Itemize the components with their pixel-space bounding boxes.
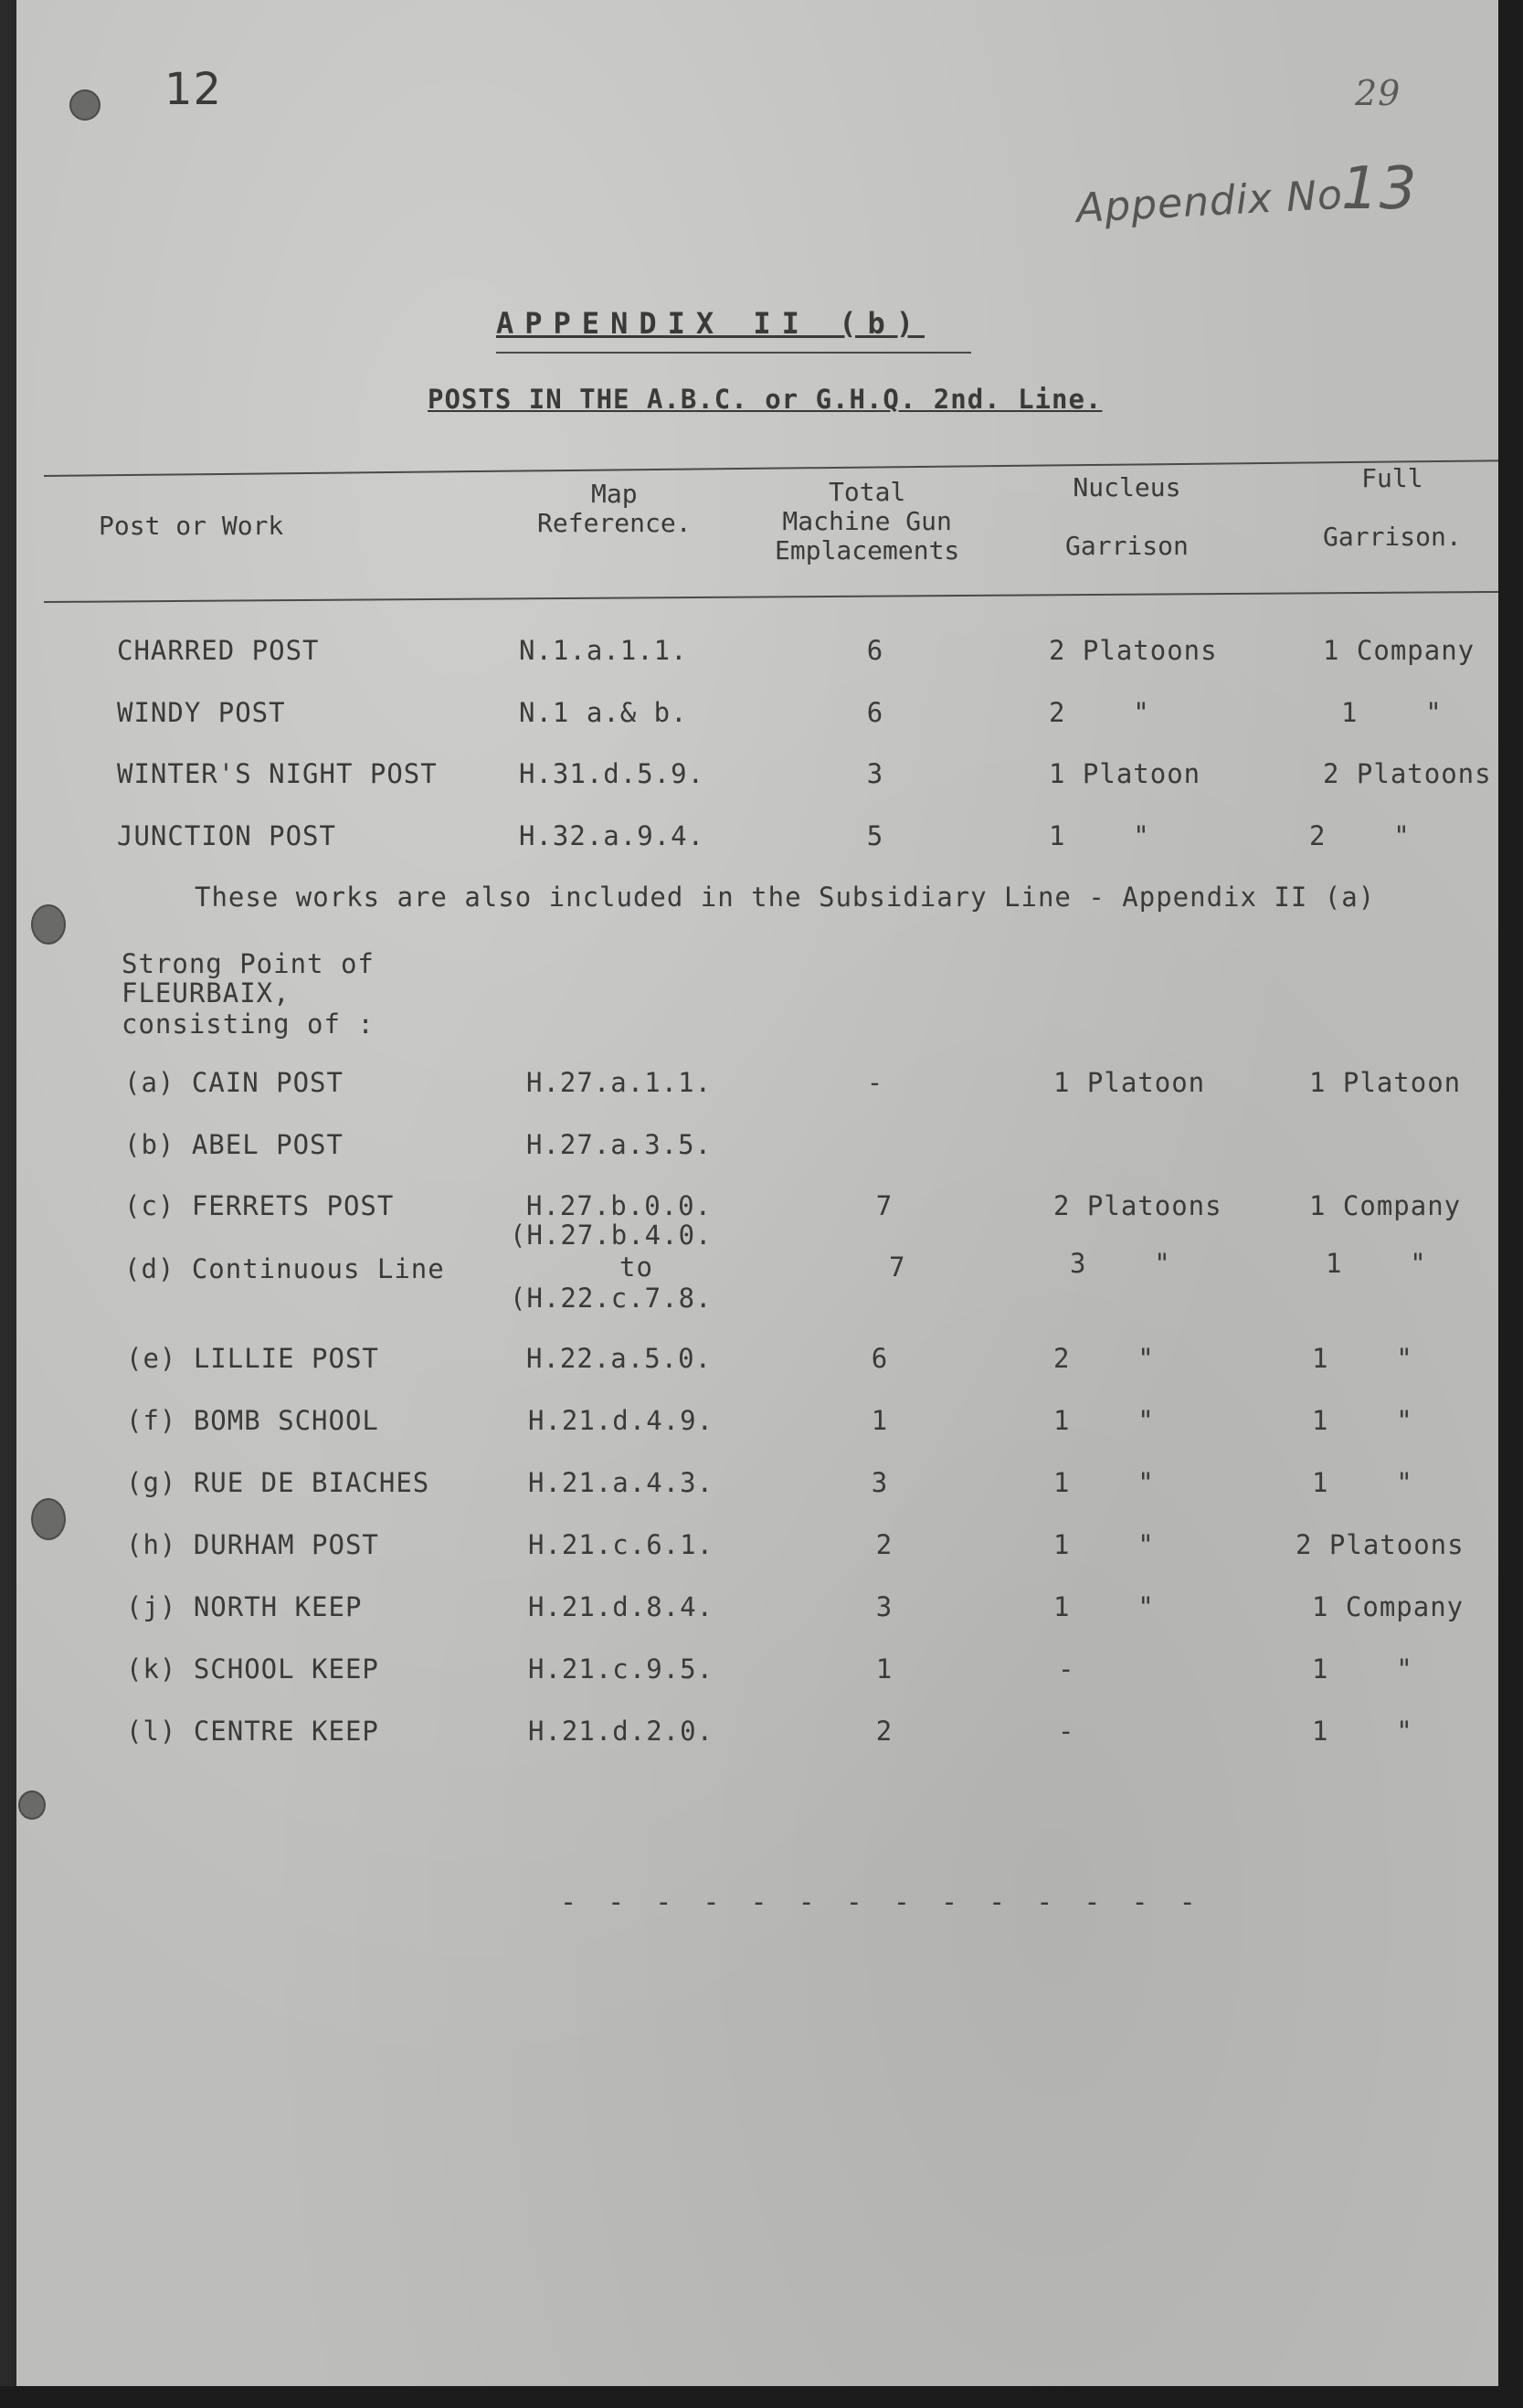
nucleus-garrison: 1 " [1053, 1467, 1155, 1498]
end-dashed-rule: - - - - - - - - - - - - - - [560, 1886, 1203, 1918]
table-row [16, 1405, 1498, 1442]
mg-emplacements: 2 [875, 1716, 894, 1747]
strong-point-line-2: FLEURBAIX, [122, 977, 291, 1009]
post-name: (k) SCHOOL KEEP [126, 1653, 379, 1685]
post-name: WINDY POST [117, 697, 286, 728]
nucleus-garrison: 2 Platoons [1049, 635, 1218, 666]
full-garrison: 1 Platoon [1309, 1067, 1462, 1098]
nucleus-garrison: 1 " [1053, 1591, 1155, 1622]
map-reference: H.21.c.9.5. [528, 1653, 714, 1685]
continuous-line-nucleus: 3 " [1070, 1248, 1171, 1279]
mg-emplacements: 6 [871, 1343, 889, 1374]
nucleus-garrison: - [1058, 1716, 1075, 1747]
mg-emplacements: 2 [875, 1529, 894, 1560]
punch-hole-top [69, 90, 100, 121]
mg-emplacements: 5 [866, 820, 884, 851]
title-underline [496, 352, 971, 354]
map-reference: N.1.a.1.1. [519, 635, 688, 666]
page-title: APPENDIX II (b) [496, 306, 925, 341]
appendix-note: Appendix No. [1074, 171, 1359, 232]
continuous-line-ref-end: (H.22.c.7.8. [510, 1283, 713, 1314]
page-subtitle: POSTS IN THE A.B.C. or G.H.Q. 2nd. Line. [428, 384, 1103, 415]
post-name: (g) RUE DE BIACHES [126, 1467, 430, 1498]
nucleus-garrison: 1 " [1049, 820, 1150, 851]
strong-point-line-3: consisting of : [122, 1009, 375, 1040]
scan-border-bottom [0, 2386, 1523, 2408]
mg-emplacements: 1 [875, 1653, 894, 1685]
post-name: (f) BOMB SCHOOL [126, 1405, 379, 1436]
table-row [16, 1190, 1498, 1227]
post-name: CHARRED POST [117, 635, 320, 666]
post-name: (h) DURHAM POST [126, 1529, 379, 1560]
full-garrison: 1 " [1312, 1467, 1413, 1498]
full-garrison: 2 " [1309, 820, 1411, 851]
mg-emplacements: 6 [866, 697, 884, 728]
nucleus-garrison: 1 Platoon [1049, 758, 1201, 789]
folio-right: 29 [1355, 73, 1401, 113]
punch-hole-middle-upper [31, 904, 66, 945]
map-reference: H.32.a.9.4. [519, 820, 705, 851]
nucleus-garrison: 1 " [1053, 1529, 1155, 1560]
map-reference: H.27.a.3.5. [526, 1129, 713, 1160]
post-name: (a) CAIN POST [124, 1067, 344, 1098]
full-garrison: 1 " [1312, 1716, 1413, 1747]
full-garrison: 1 " [1312, 1405, 1413, 1436]
post-name: JUNCTION POST [117, 820, 336, 851]
full-garrison: 1 " [1341, 697, 1443, 728]
full-garrison: 1 " [1312, 1343, 1413, 1374]
document-page [16, 0, 1498, 2386]
column-header-nucleus-garrison: Nucleus Garrison [1065, 472, 1189, 561]
map-reference: H.27.a.1.1. [526, 1067, 713, 1098]
full-garrison: 1 " [1312, 1653, 1413, 1685]
map-reference: H.31.d.5.9. [519, 758, 705, 789]
nucleus-garrison: 2 Platoons [1053, 1190, 1222, 1221]
table-row [16, 758, 1498, 795]
post-name: (l) CENTRE KEEP [126, 1716, 379, 1747]
column-header-full-garrison: Full Garrison. [1323, 463, 1462, 552]
table-row [16, 1716, 1498, 1752]
continuous-line-ref-to: to [619, 1252, 653, 1283]
folio-left: 12 [164, 64, 223, 115]
mg-emplacements: 7 [875, 1190, 894, 1221]
table-row [16, 1067, 1498, 1104]
column-header-post: Post or Work [99, 511, 284, 541]
table-row [16, 1129, 1498, 1166]
continuous-line-ref-from: (H.27.b.4.0. [510, 1220, 713, 1251]
strong-point-line-1: Strong Point of [122, 948, 375, 979]
full-garrison: 1 Company [1309, 1190, 1462, 1221]
map-reference: H.27.b.0.0. [526, 1190, 713, 1221]
table-row [16, 1653, 1498, 1690]
post-name: (e) LILLIE POST [126, 1343, 379, 1374]
mg-emplacements: 6 [866, 635, 884, 666]
table-row [16, 697, 1498, 734]
post-name: (j) NORTH KEEP [126, 1591, 363, 1622]
header-bottom-rule [44, 591, 1506, 603]
post-name: WINTER'S NIGHT POST [117, 758, 438, 789]
nucleus-garrison: 1 Platoon [1053, 1067, 1206, 1098]
continuous-line-post: (d) Continuous Line [124, 1253, 445, 1284]
full-garrison: 2 Platoons [1323, 758, 1492, 789]
nucleus-garrison: 1 " [1053, 1405, 1155, 1436]
mg-emplacements: 3 [866, 758, 884, 789]
post-name: (c) FERRETS POST [124, 1190, 395, 1221]
map-reference: N.1 a.& b. [519, 697, 688, 728]
nucleus-garrison: - [1058, 1653, 1075, 1685]
appendix-number: 13 [1341, 155, 1418, 223]
column-header-map-reference: Map Reference. [537, 479, 692, 538]
post-name: (b) ABEL POST [124, 1129, 344, 1160]
mg-emplacements: 3 [871, 1467, 889, 1498]
map-reference: H.21.d.8.4. [528, 1591, 714, 1622]
continuous-line-full: 1 " [1326, 1248, 1427, 1279]
full-garrison: 1 Company [1323, 635, 1475, 666]
scan-border-right [1498, 0, 1523, 2408]
mg-emplacements: 1 [871, 1405, 889, 1436]
punch-hole-bottom [18, 1790, 46, 1820]
full-garrison: 2 Platoons [1296, 1529, 1465, 1560]
nucleus-garrison: 2 " [1053, 1343, 1155, 1374]
table-row [16, 820, 1498, 857]
full-garrison: 1 Company [1312, 1591, 1465, 1622]
table-row [16, 635, 1498, 671]
table-row [16, 1467, 1498, 1504]
table-row [16, 1343, 1498, 1379]
map-reference: H.22.a.5.0. [526, 1343, 713, 1374]
map-reference: H.21.a.4.3. [528, 1467, 714, 1498]
subsidiary-line-note: These works are also included in the Subsidiary Line - Appendix II (a) [195, 882, 1376, 913]
map-reference: H.21.d.4.9. [528, 1405, 714, 1436]
table-row [16, 1591, 1498, 1628]
map-reference: H.21.d.2.0. [528, 1716, 714, 1747]
mg-emplacements: 3 [875, 1591, 894, 1622]
nucleus-garrison: 2 " [1049, 697, 1150, 728]
header-top-rule [44, 459, 1506, 477]
mg-emplacements: - [866, 1067, 884, 1098]
map-reference: H.21.c.6.1. [528, 1529, 714, 1560]
continuous-line-mg: 7 [889, 1252, 906, 1283]
column-header-machine-gun: Total Machine Gun Emplacements [775, 477, 960, 565]
table-row [16, 1529, 1498, 1566]
